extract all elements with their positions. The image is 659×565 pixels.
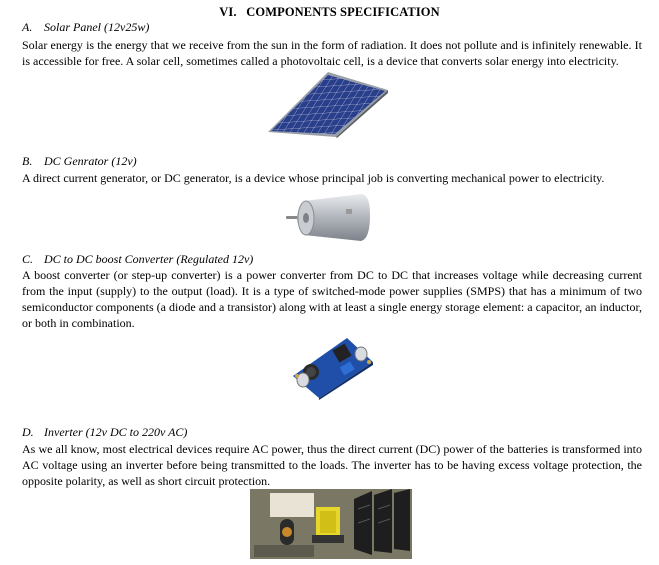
section-title: COMPONENTS SPECIFICATION [246, 5, 440, 19]
subsection-heading-c [22, 252, 253, 267]
boost-converter-image [289, 332, 375, 400]
subsection-title: Inverter (12v DC to 220v AC) [44, 425, 188, 439]
subsection-title: DC to DC boost Converter (Regulated 12v) [44, 252, 254, 266]
subsection-heading-b [22, 154, 137, 169]
dc-generator-image [286, 191, 378, 247]
subsection-letter: B. [22, 154, 33, 168]
subsection-letter: D. [22, 425, 34, 439]
paragraph-inverter: As we all know, most electrical devices require AC power, thus the direct current (DC) power of the batteries is transformed into AC voltage using an inverter before being transmitted to the loads. The inverter has to be having excess voltage protection, the opposite polarity, as well as short circuit protection. [22, 442, 642, 488]
subsection-letter: C. [22, 252, 34, 266]
subsection-title: Solar Panel (12v25w) [44, 20, 150, 34]
paragraph-dc-generator: A direct current generator, or DC generator, is a device whose principal job is converting mechanical power to electricity. [22, 171, 605, 185]
section-heading [0, 5, 659, 20]
subsection-title: DC Genrator (12v) [44, 154, 137, 168]
section-number: VI. [219, 5, 237, 19]
subsection-letter: A. [22, 20, 33, 34]
solar-panel-image [266, 70, 390, 138]
subsection-heading-d [22, 425, 187, 440]
paragraph-boost-converter: A boost converter (or step-up converter) is a power converter from DC to DC that increases voltage while decreasing current from the input (supply) to the output (load). It is a type of switched-mode power supplies (SMPS) that has a minimum of two semiconductor components (a diode and a transistor) along with at least a single energy storage element: a capacitor, an inductor, or both in combination. [22, 268, 642, 330]
inverter-image [250, 489, 412, 559]
subsection-heading-a [22, 20, 149, 35]
paragraph-solar-panel: Solar energy is the energy that we receive from the sun in the form of radiation. It does not pollute and is infinitely renewable. It is accessible for free. A solar cell, sometimes called a photovoltaic cell, is a device that converts solar energy into electricity. [22, 38, 642, 68]
